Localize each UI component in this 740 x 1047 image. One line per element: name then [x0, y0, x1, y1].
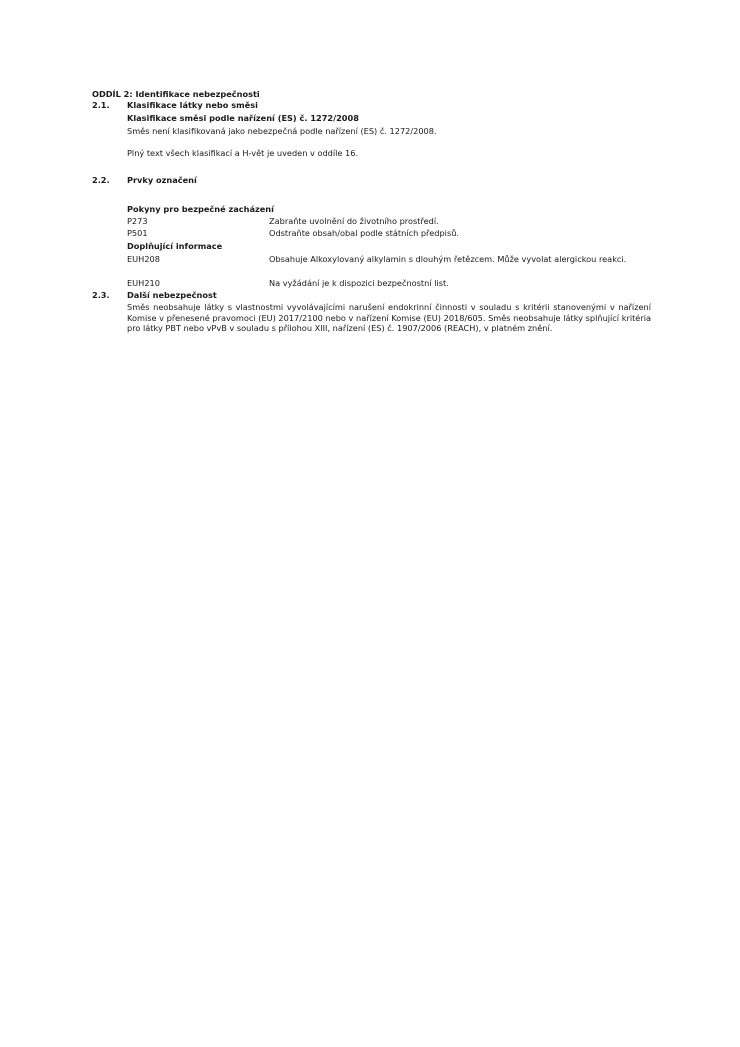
- precaution-code: P273: [127, 216, 148, 226]
- classification-statement: Směs není klasifikovaná jako nebezpečná podle nařízení (ES) č. 1272/2008.: [127, 126, 437, 136]
- section-2-1-number: 2.1.: [92, 100, 110, 110]
- section-title: ODDÍL 2: Identifikace nebezpečnosti: [92, 89, 260, 99]
- precaution-text: Zabraňte uvolnění do životního prostředí.: [269, 216, 439, 226]
- supplementary-text: Na vyžádání je k dispozici bezpečnostní list.: [269, 278, 449, 288]
- precaution-code: P501: [127, 228, 148, 238]
- full-text-note: Plný text všech klasifikací a H-vět je uveden v oddíle 16.: [127, 148, 359, 158]
- section-2-1-heading: Klasifikace látky nebo směsi: [127, 100, 258, 110]
- other-hazards-paragraph: Směs neobsahuje látky s vlastnostmi vyvolávajícími narušení endokrinní činnosti v souladu s kritérii stanovenými v nařízení Komise v přenesené pravomoci (EU) 2017/2100 nebo v nařízení Komise (EU) 2018/605. Směs neobsahuje látky splňující kritéria pro látky PBT nebo vPvB v souladu s přílohou XIII, nařízení (ES) č. 1907/2006 (REACH), v platném znění.: [127, 302, 651, 333]
- section-2-1-subheading: Klasifikace směsi podle nařízení (ES) č. 1272/2008: [127, 113, 359, 123]
- supplementary-code: EUH208: [127, 254, 160, 264]
- supplementary-text: Obsahuje Alkoxylovaný alkylamin s dlouhým řetězcem. Může vyvolat alergickou reakci.: [269, 254, 627, 264]
- section-2-2-heading: Prvky označení: [127, 175, 197, 185]
- precautions-heading: Pokyny pro bezpečné zacházení: [127, 204, 274, 214]
- section-2-3-heading: Další nebezpečnost: [127, 290, 217, 300]
- supplementary-code: EUH210: [127, 278, 160, 288]
- supplementary-heading: Doplňující informace: [127, 241, 223, 251]
- precaution-text: Odstraňte obsah/obal podle státních předpisů.: [269, 228, 460, 238]
- section-2-3-number: 2.3.: [92, 290, 110, 300]
- section-2-2-number: 2.2.: [92, 175, 110, 185]
